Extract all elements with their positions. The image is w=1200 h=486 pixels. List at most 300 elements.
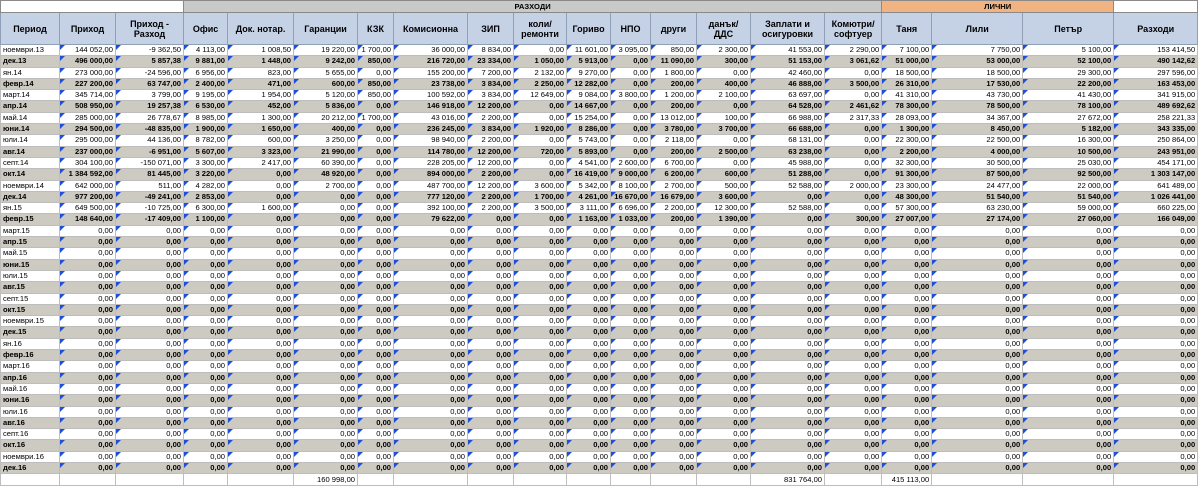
value-cell[interactable]: 1 384 592,00 (60, 169, 116, 180)
value-cell[interactable]: 0,00 (825, 157, 882, 168)
value-cell[interactable]: 0,00 (468, 327, 514, 338)
value-cell[interactable]: 0,00 (358, 282, 394, 293)
value-cell[interactable]: 0,00 (514, 169, 567, 180)
value-cell[interactable]: 0,00 (882, 304, 932, 315)
value-cell[interactable]: 63 238,00 (751, 146, 825, 157)
value-cell[interactable]: 0,00 (184, 237, 228, 248)
value-cell[interactable]: 0,00 (651, 282, 697, 293)
value-cell[interactable]: 100 592,00 (394, 90, 468, 101)
value-cell[interactable]: 0,00 (611, 112, 651, 123)
value-cell[interactable]: 0,00 (651, 429, 697, 440)
value-cell[interactable]: 0,00 (294, 395, 358, 406)
value-cell[interactable]: 0,00 (294, 248, 358, 259)
value-cell[interactable]: 148 640,00 (60, 214, 116, 225)
value-cell[interactable]: 51 288,00 (751, 169, 825, 180)
value-cell[interactable]: 0,00 (514, 293, 567, 304)
value-cell[interactable]: 642 000,00 (60, 180, 116, 191)
value-cell[interactable]: 1 920,00 (514, 124, 567, 135)
value-cell[interactable]: 3 834,00 (468, 90, 514, 101)
value-cell[interactable]: 2 118,00 (651, 135, 697, 146)
value-cell[interactable]: 0,00 (514, 270, 567, 281)
value-cell[interactable]: 78 100,00 (1023, 101, 1114, 112)
value-cell[interactable]: 2 700,00 (294, 180, 358, 191)
value-cell[interactable]: 0,00 (394, 361, 468, 372)
value-cell[interactable]: 0,00 (514, 383, 567, 394)
value-cell[interactable]: 16 670,00 (611, 191, 651, 202)
period-cell[interactable]: февр.15 (1, 214, 60, 225)
value-cell[interactable]: 0,00 (514, 248, 567, 259)
value-cell[interactable]: 1 300,00 (882, 124, 932, 135)
value-cell[interactable]: 0,00 (932, 462, 1023, 473)
value-cell[interactable]: 45 988,00 (751, 157, 825, 168)
value-cell[interactable]: 3 111,00 (567, 203, 611, 214)
value-cell[interactable]: 0,00 (358, 383, 394, 394)
value-cell[interactable]: 78 500,00 (932, 101, 1023, 112)
value-cell[interactable]: 0,00 (60, 248, 116, 259)
value-cell[interactable]: 3 250,00 (294, 135, 358, 146)
value-cell[interactable]: 0,00 (1023, 293, 1114, 304)
value-cell[interactable]: 0,00 (1023, 350, 1114, 361)
value-cell[interactable]: 0,00 (611, 225, 651, 236)
value-cell[interactable]: 0,00 (294, 372, 358, 383)
value-cell[interactable]: 454 171,00 (1114, 157, 1198, 168)
value-cell[interactable]: 0,00 (697, 338, 751, 349)
value-cell[interactable]: 489 692,62 (1114, 101, 1198, 112)
value-cell[interactable]: 0,00 (882, 237, 932, 248)
value-cell[interactable]: 0,00 (697, 316, 751, 327)
value-cell[interactable]: 0,00 (184, 282, 228, 293)
value-cell[interactable]: 0,00 (1023, 327, 1114, 338)
value-cell[interactable]: 22 500,00 (932, 135, 1023, 146)
value-cell[interactable]: 0,00 (394, 304, 468, 315)
value-cell[interactable]: 18 500,00 (932, 67, 1023, 78)
period-cell[interactable]: апр.16 (1, 372, 60, 383)
value-cell[interactable]: 0,00 (1023, 237, 1114, 248)
value-cell[interactable]: 0,00 (751, 225, 825, 236)
value-cell[interactable]: 0,00 (60, 361, 116, 372)
value-cell[interactable]: 166 049,00 (1114, 214, 1198, 225)
value-cell[interactable]: 2 417,00 (228, 157, 294, 168)
value-cell[interactable]: 30 500,00 (932, 157, 1023, 168)
value-cell[interactable]: 12 300,00 (697, 203, 751, 214)
value-cell[interactable]: 250 864,00 (1114, 135, 1198, 146)
value-cell[interactable]: 22 200,00 (1023, 78, 1114, 89)
value-cell[interactable]: 0,00 (697, 462, 751, 473)
value-cell[interactable]: 0,00 (611, 383, 651, 394)
value-cell[interactable]: 0,00 (60, 417, 116, 428)
value-cell[interactable]: 2 700,00 (651, 180, 697, 191)
value-cell[interactable]: -10 725,00 (116, 203, 184, 214)
value-cell[interactable]: 8 985,00 (184, 112, 228, 123)
value-cell[interactable]: 16 300,00 (1023, 135, 1114, 146)
value-cell[interactable]: 228 205,00 (394, 157, 468, 168)
value-cell[interactable]: 2 200,00 (468, 169, 514, 180)
period-cell[interactable]: септ.14 (1, 157, 60, 168)
value-cell[interactable]: 0,00 (651, 248, 697, 259)
value-cell[interactable]: 216 720,00 (394, 56, 468, 67)
value-cell[interactable]: 0,00 (1023, 338, 1114, 349)
value-cell[interactable]: 0,00 (651, 395, 697, 406)
value-cell[interactable]: 0,00 (394, 350, 468, 361)
value-cell[interactable]: 0,00 (514, 259, 567, 270)
value-cell[interactable]: 0,00 (228, 237, 294, 248)
value-cell[interactable]: 3 300,00 (184, 157, 228, 168)
value-cell[interactable]: 63 697,00 (751, 90, 825, 101)
value-cell[interactable]: 0,00 (394, 225, 468, 236)
value-cell[interactable]: 0,00 (751, 282, 825, 293)
value-cell[interactable]: 0,00 (932, 316, 1023, 327)
value-cell[interactable]: 237 000,00 (60, 146, 116, 157)
value-cell[interactable]: 294 500,00 (60, 124, 116, 135)
value-cell[interactable]: 0,00 (514, 282, 567, 293)
value-cell[interactable]: 59 000,00 (1023, 203, 1114, 214)
value-cell[interactable]: 496 000,00 (60, 56, 116, 67)
value-cell[interactable]: 0,00 (60, 293, 116, 304)
value-cell[interactable]: 29 300,00 (1023, 67, 1114, 78)
value-cell[interactable]: 64 528,00 (751, 101, 825, 112)
value-cell[interactable]: 57 300,00 (882, 203, 932, 214)
value-cell[interactable]: 0,00 (611, 304, 651, 315)
value-cell[interactable]: 0,00 (651, 270, 697, 281)
value-cell[interactable]: 0,00 (882, 350, 932, 361)
group-header-lichni[interactable]: ЛИЧНИ (882, 1, 1114, 13)
value-cell[interactable]: 2 200,00 (468, 191, 514, 202)
value-cell[interactable]: 0,00 (1114, 225, 1198, 236)
value-cell[interactable]: 87 500,00 (932, 169, 1023, 180)
value-cell[interactable]: 0,00 (751, 406, 825, 417)
value-cell[interactable]: 0,00 (514, 304, 567, 315)
value-cell[interactable]: 4 113,00 (184, 45, 228, 56)
value-cell[interactable]: 0,00 (468, 462, 514, 473)
period-cell[interactable]: март.14 (1, 90, 60, 101)
value-cell[interactable]: 200,00 (651, 146, 697, 157)
value-cell[interactable]: 0,00 (611, 338, 651, 349)
value-cell[interactable]: 0,00 (932, 282, 1023, 293)
value-cell[interactable]: 0,00 (116, 282, 184, 293)
column-header[interactable]: Комисионна (394, 13, 468, 45)
value-cell[interactable]: 0,00 (514, 45, 567, 56)
period-cell[interactable]: авг.16 (1, 417, 60, 428)
value-cell[interactable]: 25 030,00 (1023, 157, 1114, 168)
value-cell[interactable]: 0,00 (358, 135, 394, 146)
value-cell[interactable]: 0,00 (882, 293, 932, 304)
total-cell[interactable] (358, 474, 394, 486)
value-cell[interactable]: 0,00 (882, 462, 932, 473)
period-cell[interactable]: май.16 (1, 383, 60, 394)
value-cell[interactable]: -49 241,00 (116, 191, 184, 202)
value-cell[interactable]: 0,00 (468, 395, 514, 406)
value-cell[interactable]: 0,00 (932, 429, 1023, 440)
value-cell[interactable]: 2 400,00 (184, 78, 228, 89)
value-cell[interactable]: 0,00 (651, 225, 697, 236)
value-cell[interactable]: 0,00 (358, 304, 394, 315)
value-cell[interactable]: 0,00 (567, 429, 611, 440)
value-cell[interactable]: 0,00 (1114, 440, 1198, 451)
column-header[interactable]: КЗК (358, 13, 394, 45)
value-cell[interactable]: 0,00 (394, 316, 468, 327)
value-cell[interactable]: 285 000,00 (60, 112, 116, 123)
value-cell[interactable]: 10 500,00 (1023, 146, 1114, 157)
value-cell[interactable]: 0,00 (611, 440, 651, 451)
value-cell[interactable]: 0,00 (358, 237, 394, 248)
value-cell[interactable]: 0,00 (294, 338, 358, 349)
value-cell[interactable]: 0,00 (567, 293, 611, 304)
value-cell[interactable]: 0,00 (825, 338, 882, 349)
value-cell[interactable]: 0,00 (184, 440, 228, 451)
value-cell[interactable]: 0,00 (184, 361, 228, 372)
value-cell[interactable]: 20 212,00 (294, 112, 358, 123)
value-cell[interactable]: 8 100,00 (611, 180, 651, 191)
value-cell[interactable]: 3 780,00 (651, 124, 697, 135)
value-cell[interactable]: 0,00 (394, 293, 468, 304)
value-cell[interactable]: 0,00 (394, 259, 468, 270)
period-cell[interactable]: окт.16 (1, 440, 60, 451)
value-cell[interactable]: 98 940,00 (394, 135, 468, 146)
value-cell[interactable]: 7 750,00 (932, 45, 1023, 56)
value-cell[interactable]: 0,00 (651, 406, 697, 417)
value-cell[interactable]: 0,00 (751, 395, 825, 406)
value-cell[interactable]: 3 600,00 (697, 191, 751, 202)
total-cell[interactable] (1114, 474, 1198, 486)
value-cell[interactable]: 0,00 (825, 304, 882, 315)
value-cell[interactable]: 0,00 (697, 350, 751, 361)
value-cell[interactable]: 0,00 (1023, 383, 1114, 394)
column-header[interactable]: Таня (882, 13, 932, 45)
value-cell[interactable]: 0,00 (116, 293, 184, 304)
period-cell[interactable]: юли.15 (1, 270, 60, 281)
value-cell[interactable]: 0,00 (358, 406, 394, 417)
value-cell[interactable]: 0,00 (651, 372, 697, 383)
period-cell[interactable]: дек.16 (1, 462, 60, 473)
value-cell[interactable]: -6 951,00 (116, 146, 184, 157)
value-cell[interactable]: 0,00 (825, 462, 882, 473)
period-cell[interactable]: септ.16 (1, 429, 60, 440)
column-header[interactable]: коли/ ремонти (514, 13, 567, 45)
value-cell[interactable]: 0,00 (932, 361, 1023, 372)
value-cell[interactable]: 0,00 (751, 350, 825, 361)
value-cell[interactable]: 0,00 (228, 451, 294, 462)
value-cell[interactable]: 0,00 (468, 338, 514, 349)
value-cell[interactable]: 0,00 (468, 451, 514, 462)
column-header[interactable]: Петър (1023, 13, 1114, 45)
value-cell[interactable]: 5 342,00 (567, 180, 611, 191)
total-cell[interactable] (60, 474, 116, 486)
value-cell[interactable]: 0,00 (651, 350, 697, 361)
value-cell[interactable]: 0,00 (697, 270, 751, 281)
value-cell[interactable]: 0,00 (60, 440, 116, 451)
value-cell[interactable]: 2 132,00 (514, 67, 567, 78)
total-cell[interactable] (184, 474, 228, 486)
value-cell[interactable]: -9 362,50 (116, 45, 184, 56)
value-cell[interactable]: 0,00 (825, 406, 882, 417)
period-cell[interactable]: май.14 (1, 112, 60, 123)
value-cell[interactable]: 48 300,00 (882, 191, 932, 202)
value-cell[interactable]: 7 200,00 (468, 67, 514, 78)
value-cell[interactable]: 92 500,00 (1023, 169, 1114, 180)
value-cell[interactable]: 0,00 (514, 372, 567, 383)
value-cell[interactable]: 0,00 (394, 248, 468, 259)
value-cell[interactable]: 0,00 (60, 383, 116, 394)
value-cell[interactable]: 2 853,00 (184, 191, 228, 202)
value-cell[interactable]: 0,00 (611, 316, 651, 327)
value-cell[interactable]: 19 220,00 (294, 45, 358, 56)
value-cell[interactable]: 0,00 (932, 248, 1023, 259)
value-cell[interactable]: 114 780,00 (394, 146, 468, 157)
value-cell[interactable]: 2 300,00 (697, 45, 751, 56)
value-cell[interactable]: 400,00 (697, 78, 751, 89)
value-cell[interactable]: 5 743,00 (567, 135, 611, 146)
value-cell[interactable]: 0,00 (394, 372, 468, 383)
value-cell[interactable]: 0,00 (1023, 462, 1114, 473)
value-cell[interactable]: 0,00 (514, 237, 567, 248)
value-cell[interactable]: 42 460,00 (751, 67, 825, 78)
value-cell[interactable]: 0,00 (882, 361, 932, 372)
value-cell[interactable]: 0,00 (184, 327, 228, 338)
value-cell[interactable]: 7 100,00 (882, 45, 932, 56)
period-cell[interactable]: май.15 (1, 248, 60, 259)
value-cell[interactable]: -48 835,00 (116, 124, 184, 135)
value-cell[interactable]: 0,00 (514, 112, 567, 123)
value-cell[interactable]: 850,00 (651, 45, 697, 56)
value-cell[interactable]: 0,00 (116, 372, 184, 383)
value-cell[interactable]: 9 000,00 (611, 169, 651, 180)
value-cell[interactable]: 200,00 (651, 101, 697, 112)
value-cell[interactable]: 300,00 (825, 214, 882, 225)
value-cell[interactable]: 0,00 (184, 270, 228, 281)
value-cell[interactable]: 9 084,00 (567, 90, 611, 101)
value-cell[interactable]: 5 893,00 (567, 146, 611, 157)
value-cell[interactable]: 0,00 (882, 316, 932, 327)
value-cell[interactable]: 0,00 (1114, 429, 1198, 440)
value-cell[interactable]: 0,00 (116, 440, 184, 451)
value-cell[interactable]: 0,00 (825, 90, 882, 101)
value-cell[interactable]: 27 060,00 (1023, 214, 1114, 225)
value-cell[interactable]: 0,00 (697, 417, 751, 428)
value-cell[interactable]: 0,00 (228, 383, 294, 394)
value-cell[interactable]: 0,00 (116, 350, 184, 361)
value-cell[interactable]: 153 414,50 (1114, 45, 1198, 56)
value-cell[interactable]: 0,00 (358, 372, 394, 383)
period-cell[interactable]: юни.15 (1, 259, 60, 270)
value-cell[interactable]: 0,00 (394, 417, 468, 428)
value-cell[interactable]: 0,00 (825, 191, 882, 202)
value-cell[interactable]: 27 007,00 (882, 214, 932, 225)
value-cell[interactable]: 0,00 (1023, 270, 1114, 281)
value-cell[interactable]: 0,00 (882, 372, 932, 383)
value-cell[interactable]: 300,00 (697, 56, 751, 67)
value-cell[interactable]: 12 200,00 (468, 180, 514, 191)
value-cell[interactable]: 0,00 (882, 338, 932, 349)
value-cell[interactable]: 0,00 (882, 327, 932, 338)
value-cell[interactable]: 0,00 (358, 214, 394, 225)
value-cell[interactable]: 0,00 (611, 282, 651, 293)
value-cell[interactable]: -150 071,00 (116, 157, 184, 168)
value-cell[interactable]: 81 445,00 (116, 169, 184, 180)
value-cell[interactable]: 2 100,00 (697, 90, 751, 101)
value-cell[interactable]: 0,00 (514, 429, 567, 440)
value-cell[interactable]: 0,00 (60, 225, 116, 236)
value-cell[interactable]: 21 990,00 (294, 146, 358, 157)
value-cell[interactable]: 0,00 (394, 395, 468, 406)
value-cell[interactable]: 0,00 (358, 146, 394, 157)
value-cell[interactable]: 720,00 (514, 146, 567, 157)
value-cell[interactable]: 0,00 (228, 191, 294, 202)
value-cell[interactable]: 0,00 (184, 225, 228, 236)
value-cell[interactable]: 0,00 (294, 417, 358, 428)
value-cell[interactable]: 0,00 (294, 350, 358, 361)
value-cell[interactable]: 8 450,00 (932, 124, 1023, 135)
value-cell[interactable]: 0,00 (611, 270, 651, 281)
value-cell[interactable]: 6 696,00 (611, 203, 651, 214)
total-cell[interactable] (228, 474, 294, 486)
value-cell[interactable]: 0,00 (228, 429, 294, 440)
value-cell[interactable]: 2 200,00 (468, 112, 514, 123)
value-cell[interactable]: 0,00 (1114, 383, 1198, 394)
value-cell[interactable]: 0,00 (567, 451, 611, 462)
value-cell[interactable]: 0,00 (611, 78, 651, 89)
column-header[interactable]: Офис (184, 13, 228, 45)
value-cell[interactable]: 3 323,00 (228, 146, 294, 157)
value-cell[interactable]: 0,00 (358, 327, 394, 338)
value-cell[interactable]: 41 430,00 (1023, 90, 1114, 101)
value-cell[interactable]: 144 052,00 (60, 45, 116, 56)
value-cell[interactable]: 0,00 (228, 327, 294, 338)
value-cell[interactable]: 236 245,00 (394, 124, 468, 135)
value-cell[interactable]: 26 778,67 (116, 112, 184, 123)
value-cell[interactable]: 0,00 (184, 451, 228, 462)
value-cell[interactable]: 78 300,00 (882, 101, 932, 112)
value-cell[interactable]: 0,00 (468, 383, 514, 394)
value-cell[interactable]: 0,00 (1114, 270, 1198, 281)
value-cell[interactable]: 0,00 (882, 270, 932, 281)
value-cell[interactable]: 600,00 (228, 135, 294, 146)
value-cell[interactable]: 3 799,00 (116, 90, 184, 101)
value-cell[interactable]: 8 834,00 (468, 45, 514, 56)
value-cell[interactable]: 0,00 (882, 440, 932, 451)
value-cell[interactable]: 508 950,00 (60, 101, 116, 112)
value-cell[interactable]: 3 800,00 (611, 90, 651, 101)
value-cell[interactable]: 1 200,00 (651, 90, 697, 101)
value-cell[interactable]: 1 800,00 (651, 67, 697, 78)
value-cell[interactable]: 0,00 (651, 451, 697, 462)
value-cell[interactable]: 0,00 (1114, 338, 1198, 349)
value-cell[interactable]: 0,00 (1114, 372, 1198, 383)
value-cell[interactable]: 0,00 (1023, 372, 1114, 383)
value-cell[interactable]: 487 700,00 (394, 180, 468, 191)
value-cell[interactable]: 777 120,00 (394, 191, 468, 202)
value-cell[interactable]: 0,00 (697, 237, 751, 248)
value-cell[interactable]: 500,00 (697, 180, 751, 191)
value-cell[interactable]: 0,00 (882, 383, 932, 394)
value-cell[interactable]: 0,00 (294, 316, 358, 327)
value-cell[interactable]: 12 282,00 (567, 78, 611, 89)
value-cell[interactable]: 0,00 (751, 338, 825, 349)
value-cell[interactable]: 0,00 (751, 383, 825, 394)
value-cell[interactable]: 23 300,00 (882, 180, 932, 191)
value-cell[interactable]: 0,00 (358, 316, 394, 327)
value-cell[interactable]: 0,00 (358, 417, 394, 428)
value-cell[interactable]: 63 230,00 (932, 203, 1023, 214)
value-cell[interactable]: 0,00 (825, 237, 882, 248)
value-cell[interactable]: 0,00 (751, 248, 825, 259)
value-cell[interactable]: 0,00 (116, 225, 184, 236)
value-cell[interactable]: 0,00 (184, 259, 228, 270)
value-cell[interactable]: 0,00 (1114, 327, 1198, 338)
value-cell[interactable]: 15 254,00 (567, 112, 611, 123)
value-cell[interactable]: 0,00 (1023, 429, 1114, 440)
value-cell[interactable]: 0,00 (651, 304, 697, 315)
value-cell[interactable]: 0,00 (60, 462, 116, 473)
